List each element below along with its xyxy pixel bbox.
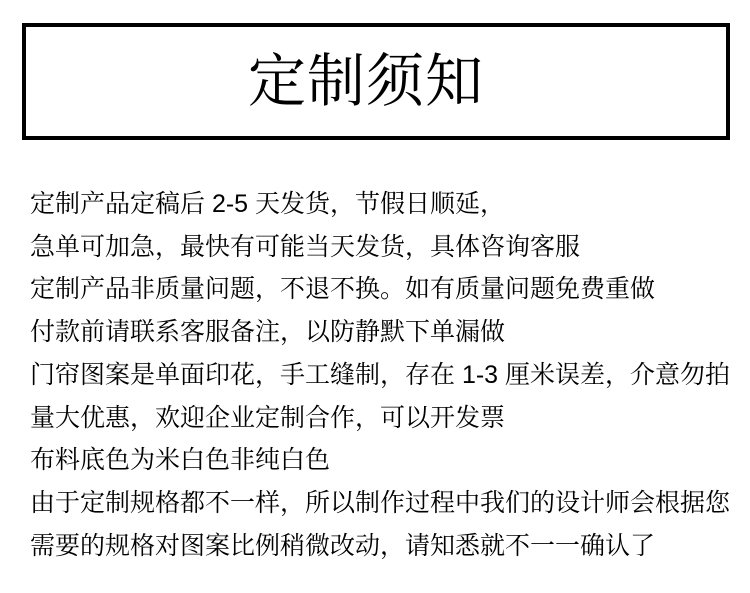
notice-line: 付款前请联系客服备注，以防静默下单漏做 <box>30 318 506 347</box>
page-title: 定制须知 <box>247 48 484 114</box>
title-box <box>22 23 730 140</box>
notice-line: 布料底色为米白色非纯白色 <box>30 446 331 475</box>
notice-line: 由于定制规格都不一样，所以制作过程中我们的设计师会根据您 <box>30 488 731 517</box>
notice-line: 量大优惠，欢迎企业定制合作，可以开发票 <box>30 403 506 432</box>
notice-line: 定制产品定稿后 2-5 天发货，节假日顺延， <box>30 190 506 218</box>
notice-line: 急单可加急，最快有可能当天发货，具体咨询客服 <box>30 232 581 261</box>
notice-line: 门帘图案是单面印花，手工缝制，存在 1-3 厘米误差，介意勿拍 <box>30 360 731 389</box>
notice-line: 定制产品非质量问题，不退不换。如有质量问题免费重做 <box>30 275 656 304</box>
notice-line: 需要的规格对图案比例稍微改动，请知悉就不一一确认了 <box>30 531 656 560</box>
notice-text-block <box>30 183 740 567</box>
